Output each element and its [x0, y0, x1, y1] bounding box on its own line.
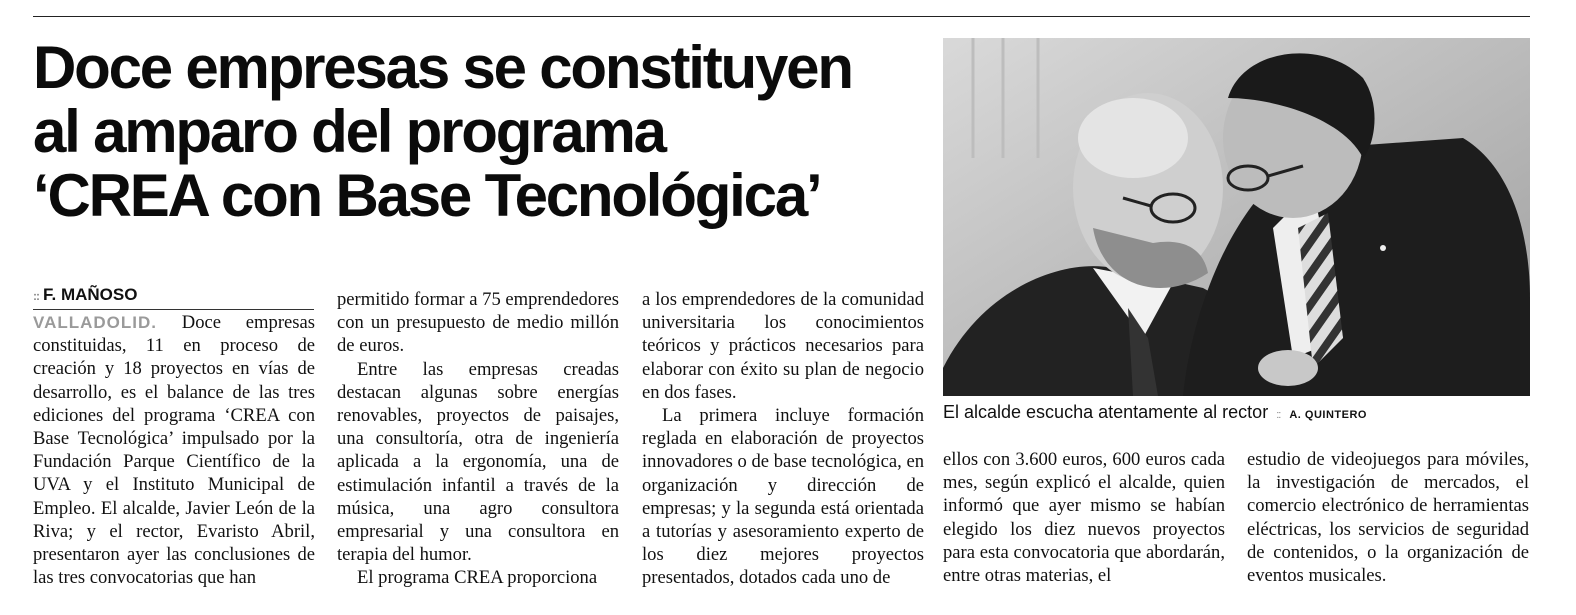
photo-credit: A. QUINTERO [1289, 409, 1367, 421]
article-text-col1: Doce empresas constituidas, 11 en proceso de creación y 18 proyectos en vías de desarrollo, es el balance de las tres ediciones del programa ‘CREA con Base Tecnológica’ impulsado por la Fundación Parque Científico de la UVA y el Instituto Municipal de Empleo. El alcalde, Javier León de la Riva; y el rector, Evaristo Abril, presentaron ayer las conclusiones de las tres convocatorias que han [33, 312, 315, 589]
article-paragraph: La primera incluye formación reglada en elaboración de proyectos innovadores o de base tecnológica, en organización y dirección de empresas; y la segunda está orientada a tutorías y asesoramiento experto de los diez mejores proyectos presentados, dotados cada uno de [642, 405, 924, 589]
headline-line-3: ‘CREA con Base Tecnológica’ [33, 162, 821, 229]
article-paragraph: a los emprendedores de la comunidad universitaria los conocimientos teóricos y prácticos necesarios para elaborar con éxito su plan de negocio en dos fases. [642, 289, 924, 403]
photo-caption [943, 401, 1367, 426]
caption-text: El alcalde escucha atentamente al rector [943, 402, 1269, 422]
photo-illustration [943, 38, 1530, 396]
top-rule [33, 16, 1530, 17]
article-paragraph: permitido formar a 75 emprendedores con un presupuesto de medio millón de euros. [337, 289, 619, 357]
article-paragraph: El programa CREA proporciona [357, 567, 598, 589]
article-paragraph: ellos con 3.600 euros, 600 euros cada mes, según explicó el alcalde, quien informó que ayer mismo se habían elegido los diez nuevos proyectos para esta convocatoria que abordarán, entre otras materias, el [943, 449, 1225, 587]
news-photo [943, 38, 1530, 396]
article-paragraph: Entre las empresas creadas destacan algunas sobre energías renovables, proyectos de paisajes, una consultoría, otra de ingeniería aplicada a la ergonomía, una de estimulación infantil a través de la música, una agro consultora empresarial y una consultora en terapia del humor. [337, 358, 619, 566]
byline-dots: :: [33, 289, 39, 303]
headline-line-2: al amparo del programa [33, 98, 665, 165]
article-column-4 [943, 448, 1225, 587]
article-column-3 [642, 288, 924, 590]
article-paragraph: estudio de videojuegos para móviles, la investigación de mercados, el comercio electrónico de herramientas eléctricas, los servicios de seguridad de contenidos, o la organización de eventos musicales. [1247, 449, 1529, 587]
byline [33, 285, 314, 310]
byline-author: F. MAÑOSO [43, 285, 138, 304]
caption-dots: :: [1276, 409, 1281, 421]
article-column-5 [1247, 448, 1529, 587]
article-column-1 [33, 311, 315, 589]
article-column-2 [337, 288, 619, 590]
dateline: VALLADOLID. [33, 313, 158, 332]
headline [33, 36, 913, 228]
headline-line-1: Doce empresas se constituyen [33, 34, 852, 101]
